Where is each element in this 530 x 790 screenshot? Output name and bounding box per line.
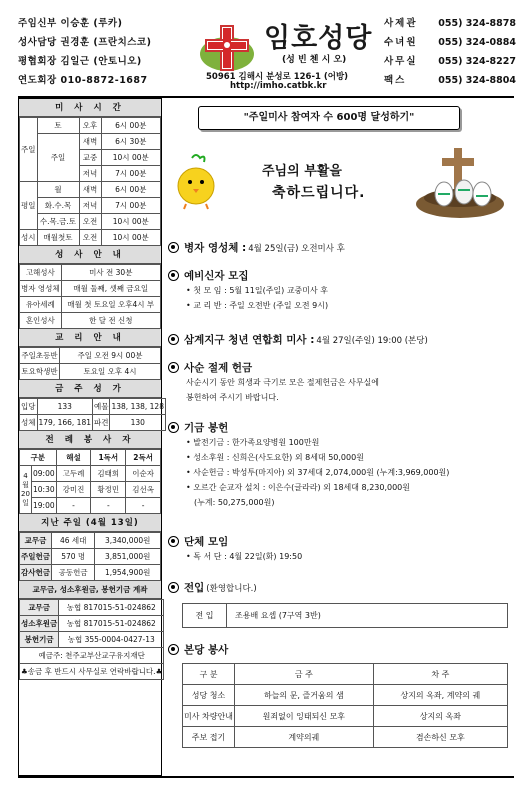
table-row: 미사 차량안내 원죄없이 잉태되신 모후 상지의 옥좌 — [183, 706, 508, 727]
table-row: ♣송금 후 반드시 사무실로 연락바랍니다.♣ — [20, 664, 164, 680]
offering-table — [19, 532, 161, 581]
bullet-icon — [168, 242, 179, 253]
header — [18, 14, 514, 94]
table-row: 19:00 - - - — [20, 498, 161, 514]
notice-group-meeting: 단체 모임 • 독 서 단 : 4월 22일(화) 19:50 — [168, 534, 514, 564]
main-content — [164, 98, 514, 776]
contact-list — [384, 14, 516, 90]
bullet-icon — [168, 536, 179, 547]
table-row: 유아세례 매월 첫 토요일 오후4시 부 — [20, 297, 161, 313]
table-row: 교무금 농협 817015-51-024862 — [20, 600, 164, 616]
table-row: 전 입 조용배 요셉 (7구역 3반) — [183, 604, 508, 628]
bullet-icon — [168, 582, 179, 593]
contact-row: 사제관 055) 324-8878 — [384, 18, 516, 29]
table-row: 수.목.금.토 오전 10시 00분 — [20, 214, 161, 230]
sacrament-title: 성 사 안 내 — [19, 246, 161, 264]
hymns-table — [19, 398, 166, 431]
contact-row: 사무실 055) 324-8227 — [384, 56, 516, 67]
church-website[interactable]: http://imho.catbk.kr — [230, 81, 327, 91]
table-row: 구 분 금 주 차 주 — [183, 664, 508, 685]
easter-nest-icon — [412, 146, 508, 220]
table-row: 예금주: 천주교부산교구유지재단 — [20, 648, 164, 664]
easter-greeting — [164, 138, 514, 220]
bullet-icon — [168, 644, 179, 655]
accounts-table — [19, 599, 164, 680]
table-row: 성체 179, 166, 181 파견 130 — [20, 415, 166, 431]
table-row: 봉헌기금 농협 355-0004-0427-13 — [20, 632, 164, 648]
table-row: 구분 해설 1독서 2독서 — [20, 450, 161, 466]
church-patron: (성 빈 첸 시 오) — [282, 55, 347, 65]
table-row: 10:30 강미진 황정민 김선옥 — [20, 482, 161, 498]
offering-title: 지난 주일 (4월 13일) — [19, 514, 161, 532]
table-row: 교중 10시 00분 — [20, 150, 161, 166]
servers-table — [19, 449, 161, 514]
church-name: 임호성당 — [264, 23, 373, 54]
table-row: 고해성사 미사 전 30분 — [20, 265, 161, 281]
mass-times-table — [19, 117, 161, 246]
education-table — [19, 347, 161, 380]
chick-icon — [172, 152, 220, 210]
notice-parish-service: 본당 봉사 구 분 금 주 차 주 성당 청소 하늘의 문, 즐거움의 샘 상지의 옥좌, 계약의 궤 미사 차량안내 원죄없이 잉태되신 모후 상지의 옥좌 주보 접기 계약의궤 겸손하신 모후 — [168, 642, 514, 748]
table-row: 입당 133 예물 138, 138, 128 — [20, 399, 166, 415]
table-row: 성소후원금 농협 817015-51-024862 — [20, 616, 164, 632]
easter-line-1: 주님의 부활을 — [262, 164, 342, 179]
easter-line-2: 축하드립니다. — [272, 185, 366, 201]
servers-title: 전 례 봉 사 자 — [19, 431, 161, 449]
contact-row: 팩스 055) 324-8804 — [384, 75, 516, 86]
table-row: 토요학생반 토요일 오후 4시 — [20, 364, 161, 380]
notice-lent-offering: 사순 절제 헌금 사순시기 동안 희생과 극기로 모은 절제헌금은 사무실에 봉헌하여 주시기 바랍니다. — [168, 360, 514, 405]
accounts-title: 교무금, 성소후원금, 봉헌기금 계좌 — [19, 581, 161, 599]
clergy-list — [18, 14, 170, 90]
table-row: 교무금 46 세대 3,340,000원 — [20, 533, 161, 549]
church-logo-icon — [196, 20, 258, 74]
notice-youth-mass: 삼계지구 청년 연합회 미사 : 4월 27일(주일) 19:00 (본당) — [168, 332, 514, 347]
banner-slogan: "주일미사 참여자 수 600명 달성하기" — [198, 106, 460, 130]
notice-transfer-in: 전입 (환영합니다.) 전 입 조용배 요셉 (7구역 3반) — [168, 580, 514, 628]
bullet-icon — [168, 270, 179, 281]
church-address: 50961 김해시 분성로 126-1 (어방) — [206, 72, 349, 82]
table-row: 4월 20일 09:00 고두례 김태희 이순자 — [20, 466, 161, 482]
table-row: 성시 매월첫토 오전 10시 00분 — [20, 230, 161, 246]
bullet-icon — [168, 422, 179, 433]
table-row: 주일 토 오후 6시 00분 — [20, 118, 161, 134]
transfer-table — [182, 603, 508, 628]
contact-row: 수녀원 055) 324-0884 — [384, 37, 516, 48]
table-row: 성당 청소 하늘의 문, 즐거움의 샘 상지의 옥좌, 계약의 궤 — [183, 685, 508, 706]
clergy-row: 주임신부 이승훈 (루카) — [18, 18, 123, 29]
table-row: 감사헌금 공동헌금 1,954,900원 — [20, 565, 161, 581]
clergy-row: 평협회장 김일근 (안토니오) — [18, 56, 142, 67]
table-row: 주일초등반 주일 오전 9시 00분 — [20, 348, 161, 364]
notice-sick-communion: 병자 영성체 : 4월 25일(금) 오전미사 후 — [168, 240, 514, 255]
clergy-row: 연도회장 010-8872-1687 — [18, 75, 148, 86]
sacrament-table — [19, 264, 161, 329]
sidebar — [18, 98, 162, 776]
table-row: 주보 접기 계약의궤 겸손하신 모후 — [183, 727, 508, 748]
service-table — [182, 663, 508, 748]
hymns-title: 금 주 성 가 — [19, 380, 161, 398]
clergy-row: 성사담당 권경훈 (프란치스코) — [18, 37, 152, 48]
table-row: 평일 월 새벽 6시 00분 — [20, 182, 161, 198]
table-row: 주일 새벽 6시 30분 — [20, 134, 161, 150]
bullet-icon — [168, 334, 179, 345]
table-row: 주일헌금 570 명 3,851,000원 — [20, 549, 161, 565]
table-row: 혼인성사 한 달 전 신청 — [20, 313, 161, 329]
church-branding — [186, 14, 386, 94]
education-title: 교 리 안 내 — [19, 329, 161, 347]
notice-fund-donation: 기금 봉헌 • 발전기금 : 한가족요양병원 100만원 • 성소후원 : 신희은(사도요한) 외 8세대 50,000원 • 사순헌금 : 박성투(마지아) 외 37세대 2,074,000원 (누계:3,969,000원) • 오르간 순교자 설치 : 이은수(글라라) 외 18세대 8,230,000원 (누계: 50,275,000원) — [168, 420, 514, 510]
mass-times-title: 미 사 시 간 — [19, 99, 161, 117]
footer-divider — [18, 776, 514, 778]
table-row: 화.수.목 저녁 7시 00분 — [20, 198, 161, 214]
table-row: 병자 영성체 매월 둘째, 셋째 금요일 — [20, 281, 161, 297]
bullet-icon — [168, 362, 179, 373]
notice-catechumen: 예비신자 모집 • 첫 모 임 : 5월 11일(주일) 교중미사 후 • 교 리 반 : 주일 오전반 (주일 오전 9시) — [168, 268, 514, 313]
table-row: 저녁 7시 00분 — [20, 166, 161, 182]
